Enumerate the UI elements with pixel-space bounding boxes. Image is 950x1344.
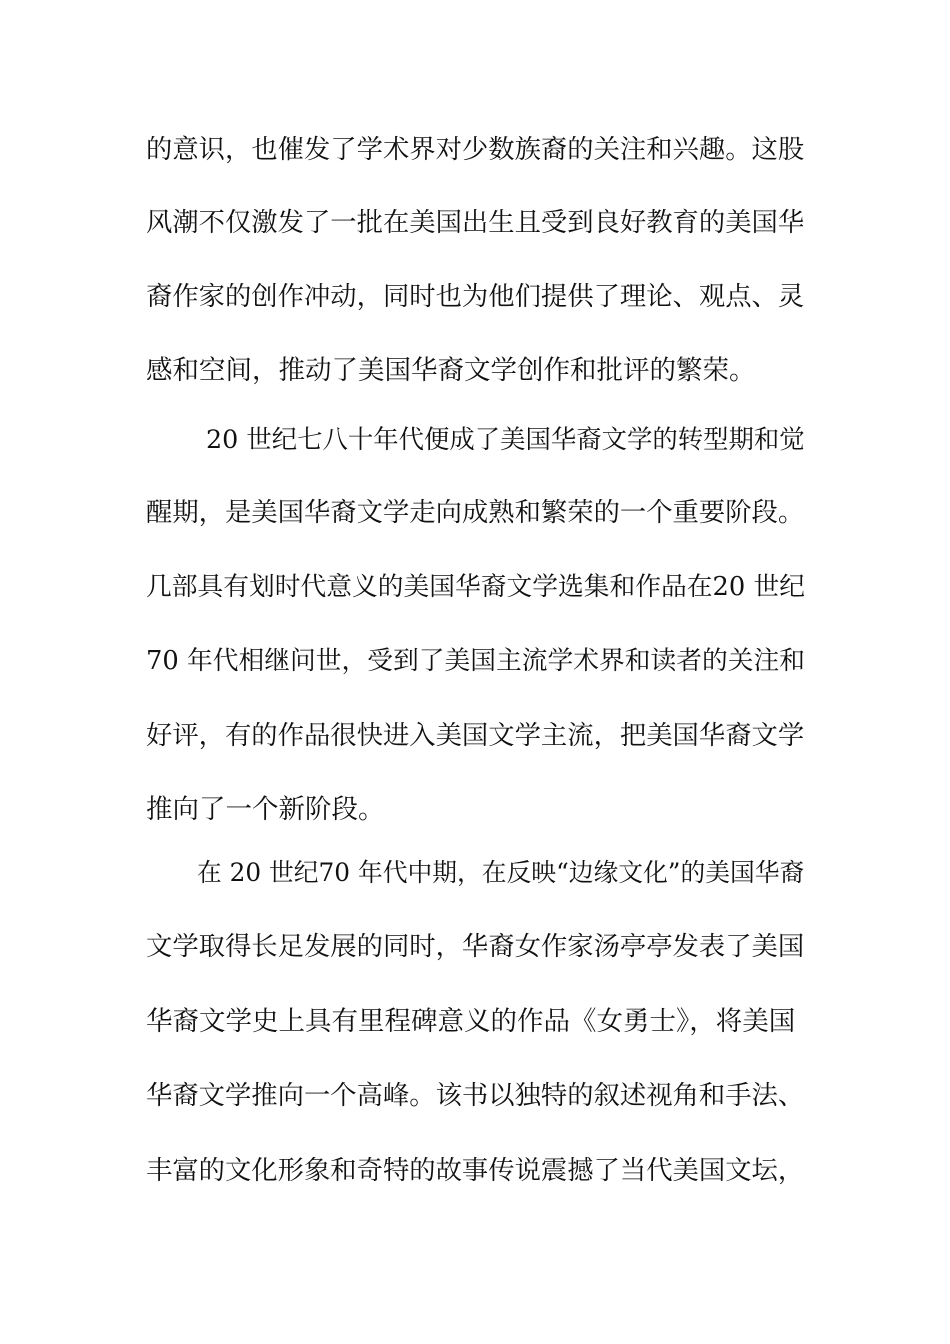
- text-line: 风潮不仅激发了一批在美国出生且受到良好教育的美国华: [146, 208, 805, 238]
- paragraph-first-line: 20 世纪七八十年代便成了美国华裔文学的转型期和觉: [206, 424, 805, 454]
- paragraph-first-line: 在 20 世纪70 年代中期，在反映“边缘文化”的美国华裔: [197, 858, 805, 887]
- text-line: 华裔文学推向一个高峰。该书以独特的叙述视角和手法、: [146, 1081, 805, 1111]
- text-line: 华裔文学史上具有里程碑意义的作品《女勇士》，将美国: [146, 1006, 796, 1037]
- text-line: 好评，有的作品很快进入美国文学主流，把美国华裔文学: [146, 721, 805, 751]
- text-line: 文学取得长足发展的同时，华裔女作家汤亭亭发表了美国: [146, 932, 805, 962]
- text-line: 70 年代相继问世，受到了美国主流学术界和读者的关注和: [146, 646, 805, 676]
- text-line: 的意识，也催发了学术界对少数族裔的关注和兴趣。这股: [146, 135, 805, 165]
- text-line: 裔作家的创作冲动，同时也为他们提供了理论、观点、灵: [146, 282, 805, 312]
- text-line: 醒期，是美国华裔文学走向成熟和繁荣的一个重要阶段。: [146, 498, 805, 528]
- text-line: 几部具有划时代意义的美国华裔文学选集和作品在20 世纪: [146, 572, 805, 602]
- text-line: 丰富的文化形象和奇特的故事传说震撼了当代美国文坛，: [146, 1156, 805, 1186]
- text-line: 感和空间，推动了美国华裔文学创作和批评的繁荣。: [146, 355, 756, 386]
- text-line: 推向了一个新阶段。: [146, 794, 385, 825]
